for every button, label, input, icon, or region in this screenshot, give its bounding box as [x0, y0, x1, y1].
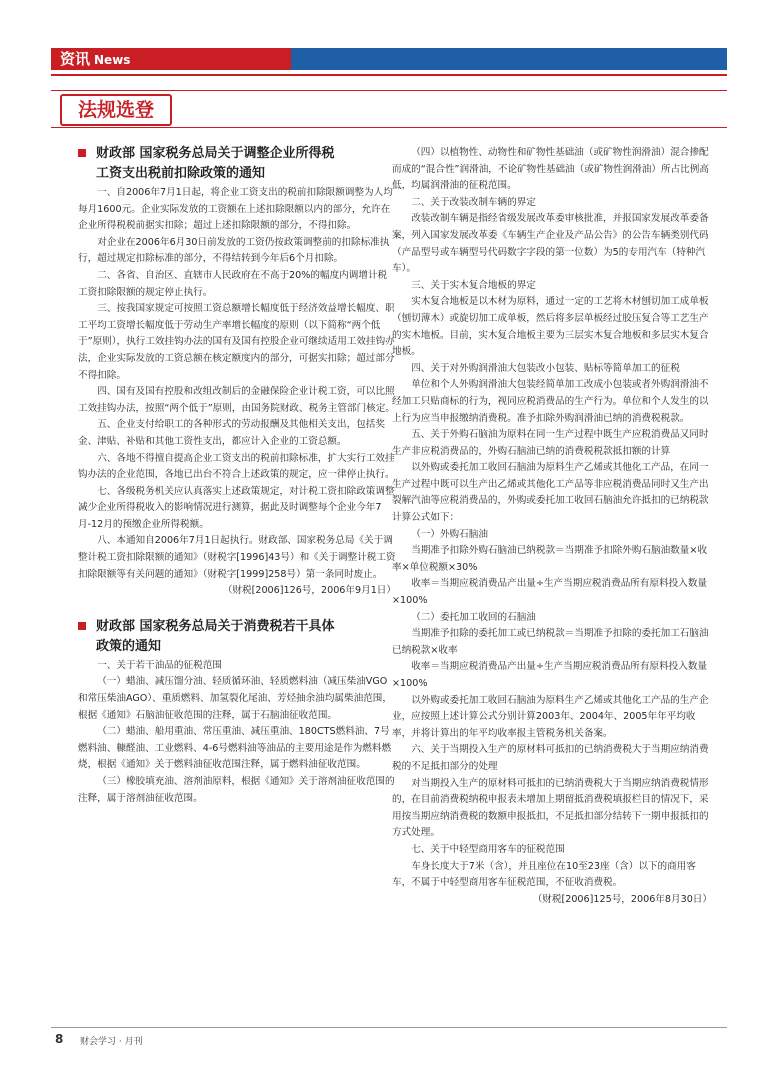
- article2-paragraph: 四、关于对外购润滑油大包装改小包装、贴标等简单加工的征税: [411, 362, 680, 374]
- article2-paragraph: 对当期投入生产的原材料可抵扣的已纳消费税大于当期应纳消费税情形的，在目前消费税纳税申报表未增加上期留抵消费税填报栏目的情况下，采用按当期应纳消费税的数额申报抵扣，不足抵扣部分结转下一期申报抵扣的方式处理。: [392, 777, 709, 839]
- article2-paragraph: （一）蜡油、减压馏分油、轻质循环油、轻质燃料油（减压柴油VGO和常压柴油AGO）、重质燃料、加氢裂化尾油、芳烃抽余油均属柴油范围，根据《通知》石脑油征收范围的注释，属于石脑油征收范围。: [78, 676, 392, 721]
- article1-paragraph: 七、各级税务机关应认真落实上述政策规定，对计税工资扣除政策调整减少企业所得税收入的影响情况进行测算，据此及时调整每个企业今年7月-12月的预缴企业所得税额。: [78, 485, 395, 530]
- article2-paragraph: 单位和个人外购润滑油大包装经简单加工改成小包装或者外购润滑油不经加工只贴商标的行为，视同应税消费品的生产行为。单位和个人发生的以上行为应当申报缴纳消费税。准予扣除外购润滑油已纳的消费税税款。: [392, 379, 709, 424]
- article1-source: （财税[2006]126号，2006年9月1日）: [222, 585, 396, 597]
- article2-source: （财税[2006]125号，2006年8月30日）: [532, 893, 712, 905]
- article2-paragraph: 车身长度大于7米（含），并且座位在10至23座（含）以下的商用客车，不属于中轻型商用客车征税范围，不征收消费税。: [392, 860, 696, 889]
- header-rule: [51, 74, 727, 76]
- header-label: [60, 50, 130, 68]
- article1-paragraph: 三、按我国家规定可按照工资总额增长幅度低于经济效益增长幅度、职工平均工资增长幅度低于劳动生产率增长幅度的原则（以下简称“两个低于”原则），执行工效挂钩办法的国有及国有控股企业可继续适用工效挂钩办法，企业实际发放的工资总额在核定额度内的部分，可据实扣除；超过部分不得扣除。: [78, 303, 395, 381]
- article2-paragraph: 六、关于当期投入生产的原材料可抵扣的已纳消费税大于当期应纳消费税的不足抵扣部分的处理: [392, 744, 709, 772]
- publication-name: 财会学习 · 月刊: [80, 1037, 143, 1047]
- article2-paragraph: （一）外购石脑油: [411, 528, 488, 540]
- section-title: 法规选登: [60, 94, 172, 126]
- article2-paragraph: 以外购或委托加工收回石脑油为原料生产乙烯或其他化工产品的生产企业，应按照上述计算公式分别计算2003年、2004年、2005年年平均收率，并将计算出的年平均收率报主管税务机关备案。: [392, 694, 709, 739]
- article1-title-line2: 工资支出税前扣除政策的通知: [96, 166, 266, 181]
- article1-paragraph: 二、各省、自治区、直辖市人民政府在不高于20%的幅度内调增计税工资扣除限额的规定停止执行。: [78, 269, 388, 298]
- article1-title: [78, 145, 396, 163]
- article2-paragraph: 七、关于中轻型商用客车的征税范围: [411, 843, 565, 855]
- article2-paragraph: 收率＝当期应税消费品产出量÷生产当期应税消费品所有原料投入数量×100%: [392, 578, 708, 607]
- left-column: [78, 145, 396, 807]
- article2-paragraph: 实木复合地板是以木材为原料，通过一定的工艺将木材刨切加工成单板（刨切薄木）或旋切加工成单板，然后将多层单板经过胶压复合等工艺生产的实木地板。目前，实木复合地板主要为三层实木复合地板和多层实木复合地板。: [392, 296, 709, 358]
- article2-paragraph: （二）委托加工收回的石脑油: [411, 611, 536, 623]
- article2-paragraph: 当期准予扣除的委托加工或已纳税款＝当期准予扣除的委托加工石脑油已纳税款×收率: [392, 628, 709, 656]
- right-column: [392, 145, 712, 908]
- article2-paragraph: 三、关于实木复合地板的界定: [411, 279, 536, 291]
- bullet-square-icon: [78, 622, 86, 630]
- article1-paragraph: 六、各地不得擅自提高企业工资支出的税前扣除标准，扩大实行工效挂钩办法的企业范围，各地已出台不符合上述政策的规定，应一律停止执行。: [78, 452, 395, 481]
- article2-paragraph: 五、关于外购石脑油为原料在同一生产过程中既生产应税消费品又同时生产非应税消费品的，外购石脑油已纳的消费税税款抵扣额的计算: [392, 429, 709, 457]
- article1-title-line1: 财政部 国家税务总局关于调整企业所得税: [96, 146, 335, 161]
- article2-paragraph: （三）橡胶填充油、溶剂油原料，根据《通知》关于溶剂油征收范围的注释，属于溶剂油征收范围。: [78, 776, 395, 804]
- article2-paragraph: 一、关于若干油品的征税范围: [97, 659, 222, 671]
- article2-paragraph: 以外购或委托加工收回石脑油为原料生产乙烯或其他化工产品，在同一生产过程中既可以生产出乙烯或其他化工产品等非应税消费品同时又生产出裂解汽油等应税消费品的，外购或委托加工收回石脑油允许抵扣的已纳税款计算公式如下：: [392, 462, 709, 524]
- article2-title-line2: 政策的通知: [96, 638, 162, 654]
- article1-paragraph: 一、自2006年7月1日起，将企业工资支出的税前扣除限额调整为人均每月1600元。企业实际发放的工资额在上述扣除限额以内的部分，允许在企业所得税税前据实扣除；超过上述扣除限额的部分，不得扣除。: [78, 187, 393, 232]
- article1-paragraph: 对企业在2006年6月30日前发放的工资仍按政策调整前的扣除标准执行，超过规定扣除标准的部分，不得结转到今年后6个月扣除。: [78, 236, 390, 265]
- article2-title-line1: 财政部 国家税务总局关于消费税若干具体: [96, 618, 335, 634]
- bullet-square-icon: [78, 149, 86, 157]
- article1-paragraph: 四、国有及国有控股和改组改制后的金融保险企业计税工资，可以比照工效挂钩办法，按照“两个低于”原则，由国务院财政、税务主管部门核定。: [78, 386, 395, 414]
- footer-rule: [51, 1027, 727, 1028]
- article1-paragraph: 五、企业支付给职工的各种形式的劳动报酬及其他相关支出，包括奖金、津贴、补贴和其他工资性支出，都应计入企业的工资总额。: [78, 419, 385, 447]
- article2-paragraph: 改装改制车辆是指经省级发展改革委审核批准，并报国家发展改革委备案，列入国家发展改革委《车辆生产企业及产品公告》的公告车辆类别代码（产品型号或车辆型号代码数字字段的第一位数）为5的专用汽车（特种汽车）。: [392, 213, 709, 275]
- article2-paragraph: （四）以植物性、动物性和矿物性基础油（或矿物性润滑油）混合掺配而成的“混合性”润滑油，不论矿物性基础油（或矿物性润滑油）所占比例高低，均属润滑油的征税范围。: [392, 147, 709, 192]
- article2-title: [78, 618, 396, 636]
- article2-paragraph: 二、关于改装改制车辆的界定: [411, 196, 536, 208]
- header-section: 资讯: [60, 50, 91, 68]
- page-number: 8: [55, 1032, 64, 1046]
- article2-paragraph: 当期准予扣除外购石脑油已纳税款＝当期准予扣除外购石脑油数量×收率×单位税额×30%: [392, 545, 708, 573]
- header-section-en: News: [94, 53, 131, 67]
- article1-paragraph: 八、本通知自2006年7月1日起执行。财政部、国家税务总局《关于调整计税工资扣除限额的通知》（财税字[1996]43号）和《关于调整计税工资扣除限额等有关问题的通知》（财税字[1999]258号）第一条同时废止。: [78, 535, 396, 580]
- article2-paragraph: （二）蜡油、船用重油、常压重油、减压重油、180CTS燃料油、7号燃料油、糠醛油、工业燃料、4-6号燃料油等油品的主要用途是作为燃料燃烧，根据《通知》关于燃料油征收范围注释，属于燃料油征收范围。: [78, 726, 392, 771]
- article2-paragraph: 收率＝当期应税消费品产出量÷生产当期应税消费品所有原料投入数量×100%: [392, 661, 708, 689]
